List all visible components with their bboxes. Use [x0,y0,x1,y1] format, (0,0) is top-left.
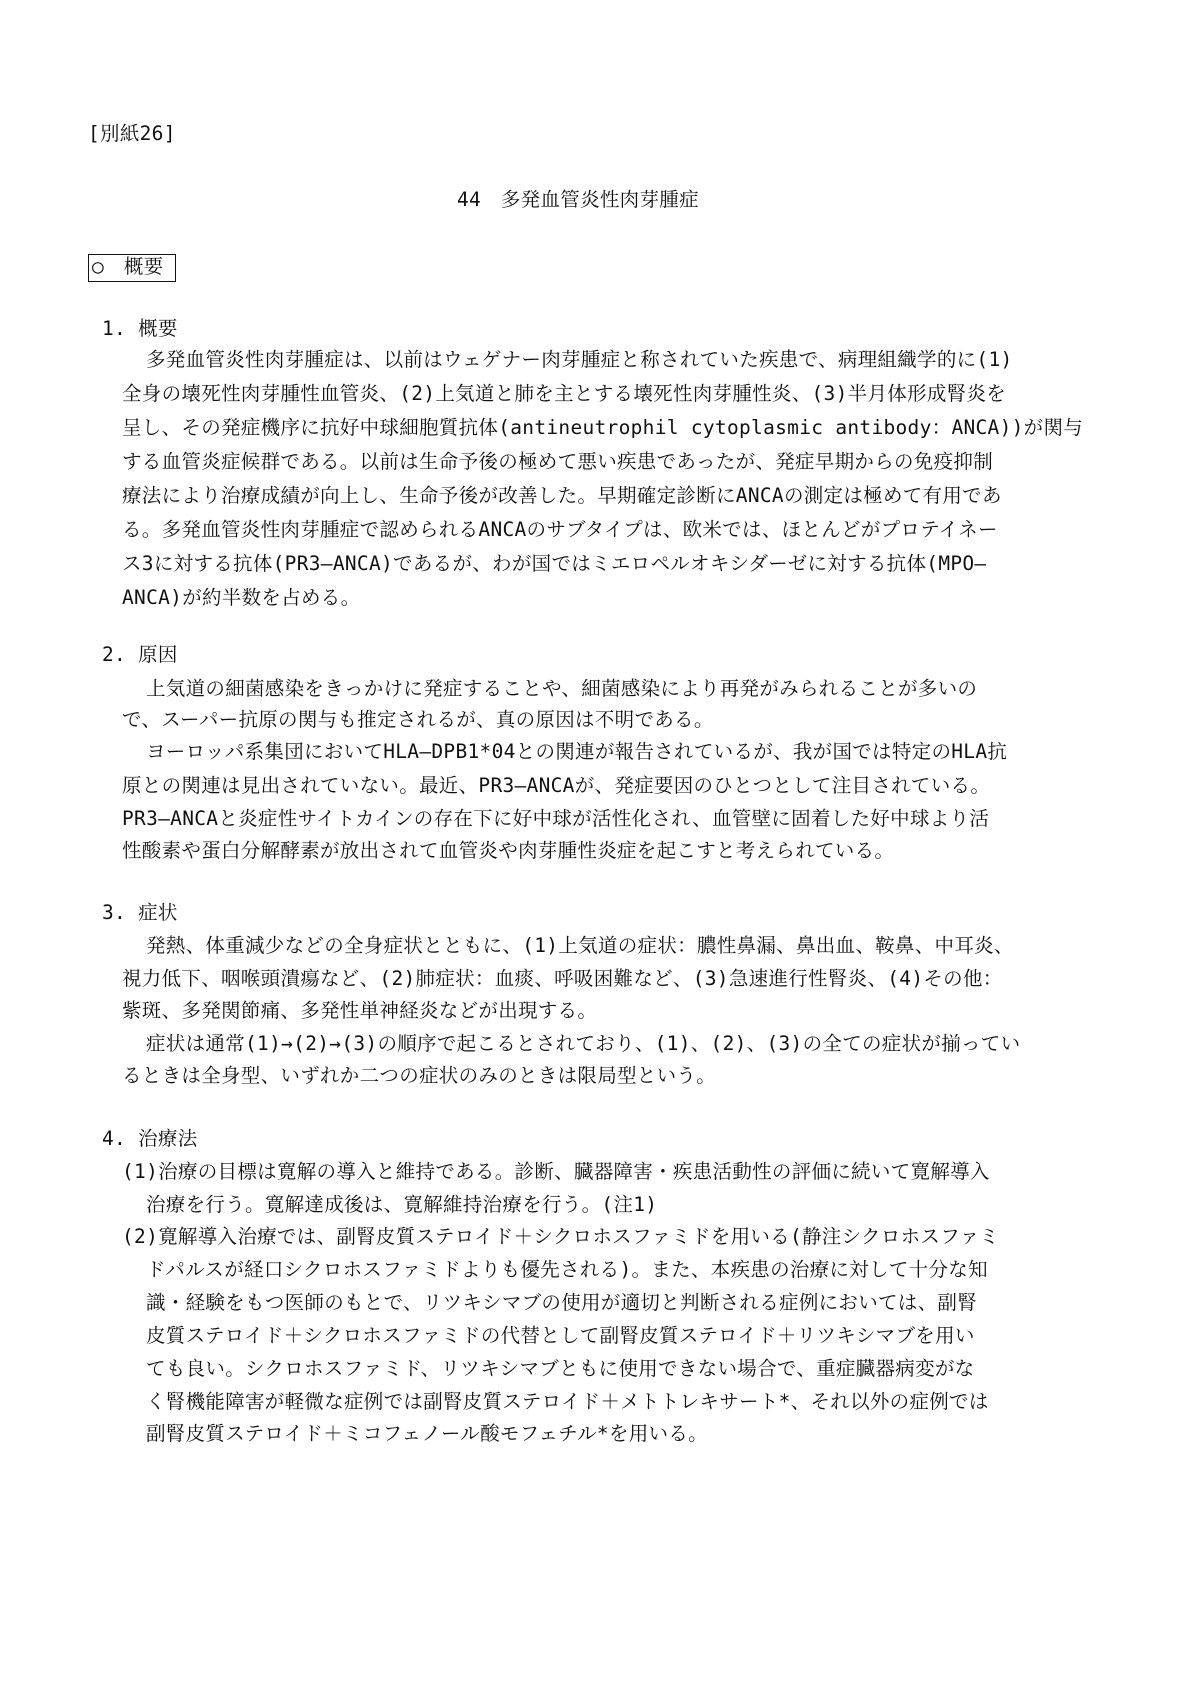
body-text-line: で、スーパー抗原の関与も推定されるが、真の原因は不明である。 [122,708,714,731]
section-heading: 4. 治療法 [102,1127,198,1150]
body-text-line: 性酸素や蛋白分解酵素が放出されて血管炎や肉芽腫性炎症を起こすと考えられている。 [122,839,895,862]
body-text-line: する血管炎症候群である。以前は生命予後の極めて悪い疾患であったが、発症早期からの免疫抑制 [122,450,994,473]
section-heading: 3. 症状 [102,901,178,924]
body-text-line: く腎機能障害が軽微な症例では副腎皮質ステロイド＋メトトレキサート*、それ以外の症例では [146,1390,989,1413]
body-text-line: 多発血管炎性肉芽腫症は、以前はウェゲナー肉芽腫症と称されていた疾患で、病理組織学的に(1) [146,348,1013,371]
body-text-line: ても良い。シクロホスファミド、リツキシマブともに使用できない場合で、重症臓器病変がな [146,1357,975,1380]
body-text-line: 発熱、体重減少などの全身症状とともに、(1)上気道の症状：膿性鼻漏、鼻出血、鞍鼻、中耳炎、 [146,934,1014,957]
page-title: 44 多発血管炎性肉芽腫症 [457,188,699,211]
body-text-line: ANCA)が約半数を占める。 [122,586,361,609]
body-text-line: 上気道の細菌感染をきっかけに発症することや、細菌感染により再発がみられることが多いの [146,677,978,700]
body-text-line: ドパルスが経口シクロホスファミドよりも優先される)。また、本疾患の治療に対して十分な知 [146,1258,988,1281]
body-text-line: 視力低下、咽喉頭潰瘍など、(2)肺症状：血痰、呼吸困難など、(3)急速進行性腎炎、(4)その他： [122,967,1003,990]
body-text-line: ヨーロッパ系集団においてHLA―DPB1*04との関連が報告されているが、我が国では特定のHLA抗 [146,740,1008,763]
overview-heading: ○ 概要 [92,255,164,278]
body-text-line: PR3―ANCAと炎症性サイトカインの存在下に好中球が活性化され、血管壁に固着した好中球より活 [122,807,990,830]
section-heading: 2. 原因 [102,643,178,666]
body-text-line: 療法により治療成績が向上し、生命予後が改善した。早期確定診断にANCAの測定は極めて有用であ [122,484,1002,507]
body-text-line: 識・経験をもつ医師のもとで、リツキシマブの使用が適切と判断される症例においては、副腎 [146,1291,978,1314]
body-text-line: 治療を行う。寛解達成後は、寛解維持治療を行う。(注1) [146,1193,658,1216]
body-text-line: 皮質ステロイド＋シクロホスファミドの代替として副腎皮質ステロイド＋リツキシマブを用い [146,1324,975,1347]
body-text-line: 紫斑、多発関節痛、多発性単神経炎などが出現する。 [122,999,598,1022]
body-text-line: (1)治療の目標は寛解の導入と維持である。診断、臓器障害・疾患活動性の評価に続いて寛解導入 [122,1160,990,1183]
body-text-line: ス3に対する抗体(PR3―ANCA)であるが、わが国ではミエロペルオキシダーゼに対する抗体(MPO― [122,552,987,575]
body-text-line: 全身の壊死性肉芽腫性血管炎、(2)上気道と肺を主とする壊死性肉芽腫性炎、(3)半月体形成腎炎を [122,382,1007,405]
body-text-line: るときは全身型、いずれか二つの症状のみのときは限局型という。 [122,1064,717,1087]
section-heading: 1. 概要 [102,317,178,340]
body-text-line: 副腎皮質ステロイド＋ミコフェノール酸モフェチル*を用いる。 [146,1422,708,1445]
body-text-line: 原との関連は見出されていない。最近、PR3―ANCAが、発症要因のひとつとして注目されている。 [122,774,991,797]
body-text-line: る。多発血管炎性肉芽腫症で認められるANCAのサブタイプは、欧米では、ほとんどがプロテイネー [122,518,998,541]
body-text-line: 症状は通常(1)→(2)→(3)の順序で起こるとされており、(1)、(2)、(3)の全ての症状が揃ってい [146,1032,1021,1055]
attachment-label: [別紙26] [88,122,176,145]
body-text-line: (2)寛解導入治療では、副腎皮質ステロイド＋シクロホスファミドを用いる(静注シクロホスファミ [122,1225,1000,1248]
body-text-line: 呈し、その発症機序に抗好中球細胞質抗体(antineutrophil cytoplasmic antibody：ANCA))が関与 [122,416,1084,439]
